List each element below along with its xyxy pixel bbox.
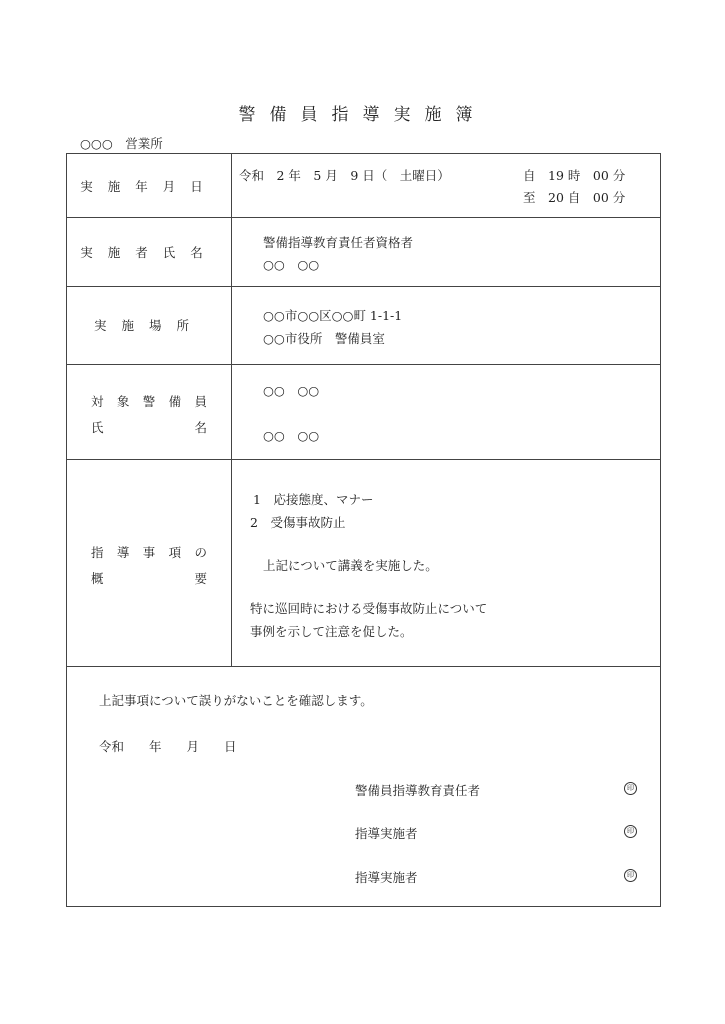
time-from: 自 19 時 00 分 <box>523 168 626 183</box>
summary-item: 1 応接態度、マナー <box>253 492 374 507</box>
label-char: 名 <box>194 420 207 435</box>
label-date: 実施年月日 <box>80 178 218 194</box>
instructor-name: ○○ ○○ <box>263 257 320 272</box>
label-char: 指 <box>91 545 104 560</box>
label-char: 導 <box>116 545 130 560</box>
seal-icon: 印 <box>624 869 637 882</box>
summary-note: 上記について講義を実施した。 <box>263 558 438 573</box>
seal-icon: 印 <box>624 782 637 795</box>
column-divider <box>231 154 232 666</box>
label-char: 備 <box>168 394 182 409</box>
label-char: 項 <box>168 545 182 560</box>
signer-label: 警備員指導教育責任者 <box>355 783 481 798</box>
office-name: ○○○ 営業所 <box>80 136 163 151</box>
confirm-statement: 上記事項について誤りがないことを確認します。 <box>99 693 373 708</box>
place-venue: ○○市役所 警備員室 <box>263 331 385 346</box>
signer-label: 指導実施者 <box>355 870 418 885</box>
label-char: 対 <box>91 394 104 409</box>
label-place: 実施場所 <box>93 318 204 333</box>
seal-icon: 印 <box>624 825 637 838</box>
instructor-qualification: 警備指導教育責任者資格者 <box>263 235 414 250</box>
record-form <box>66 153 661 907</box>
label-char: 警 <box>142 394 156 409</box>
confirm-date: 令和 年 月 日 <box>99 739 237 754</box>
label-instructor: 実施者氏名 <box>80 244 218 260</box>
label-char: 概 <box>91 571 104 586</box>
row-divider <box>67 666 660 667</box>
row-divider <box>67 459 660 460</box>
row-divider <box>67 364 660 365</box>
signer-label: 指導実施者 <box>355 826 418 841</box>
target-guard-name: ○○ ○○ <box>263 428 320 443</box>
label-char: 氏 <box>91 420 104 435</box>
target-guard-name: ○○ ○○ <box>263 383 320 398</box>
label-char: 員 <box>194 394 207 409</box>
summary-detail: 事例を示して注意を促した。 <box>250 624 413 639</box>
label-char: の <box>194 545 207 560</box>
label-char: 象 <box>116 394 130 409</box>
label-char: 事 <box>142 545 156 560</box>
place-address: ○○市○○区○○町 1-1-1 <box>263 308 403 323</box>
label-char: 要 <box>194 571 207 586</box>
summary-detail: 特に巡回時における受傷事故防止について <box>250 601 488 616</box>
label-summary <box>91 543 207 587</box>
label-target-guards <box>91 392 207 436</box>
page-title: 警備員指導実施簿 <box>238 105 487 125</box>
summary-item: 2 受傷事故防止 <box>250 515 346 530</box>
time-to: 至 20 自 00 分 <box>523 190 626 205</box>
date-value: 令和 2 年 5 月 9 日（ 土曜日） <box>239 168 450 183</box>
